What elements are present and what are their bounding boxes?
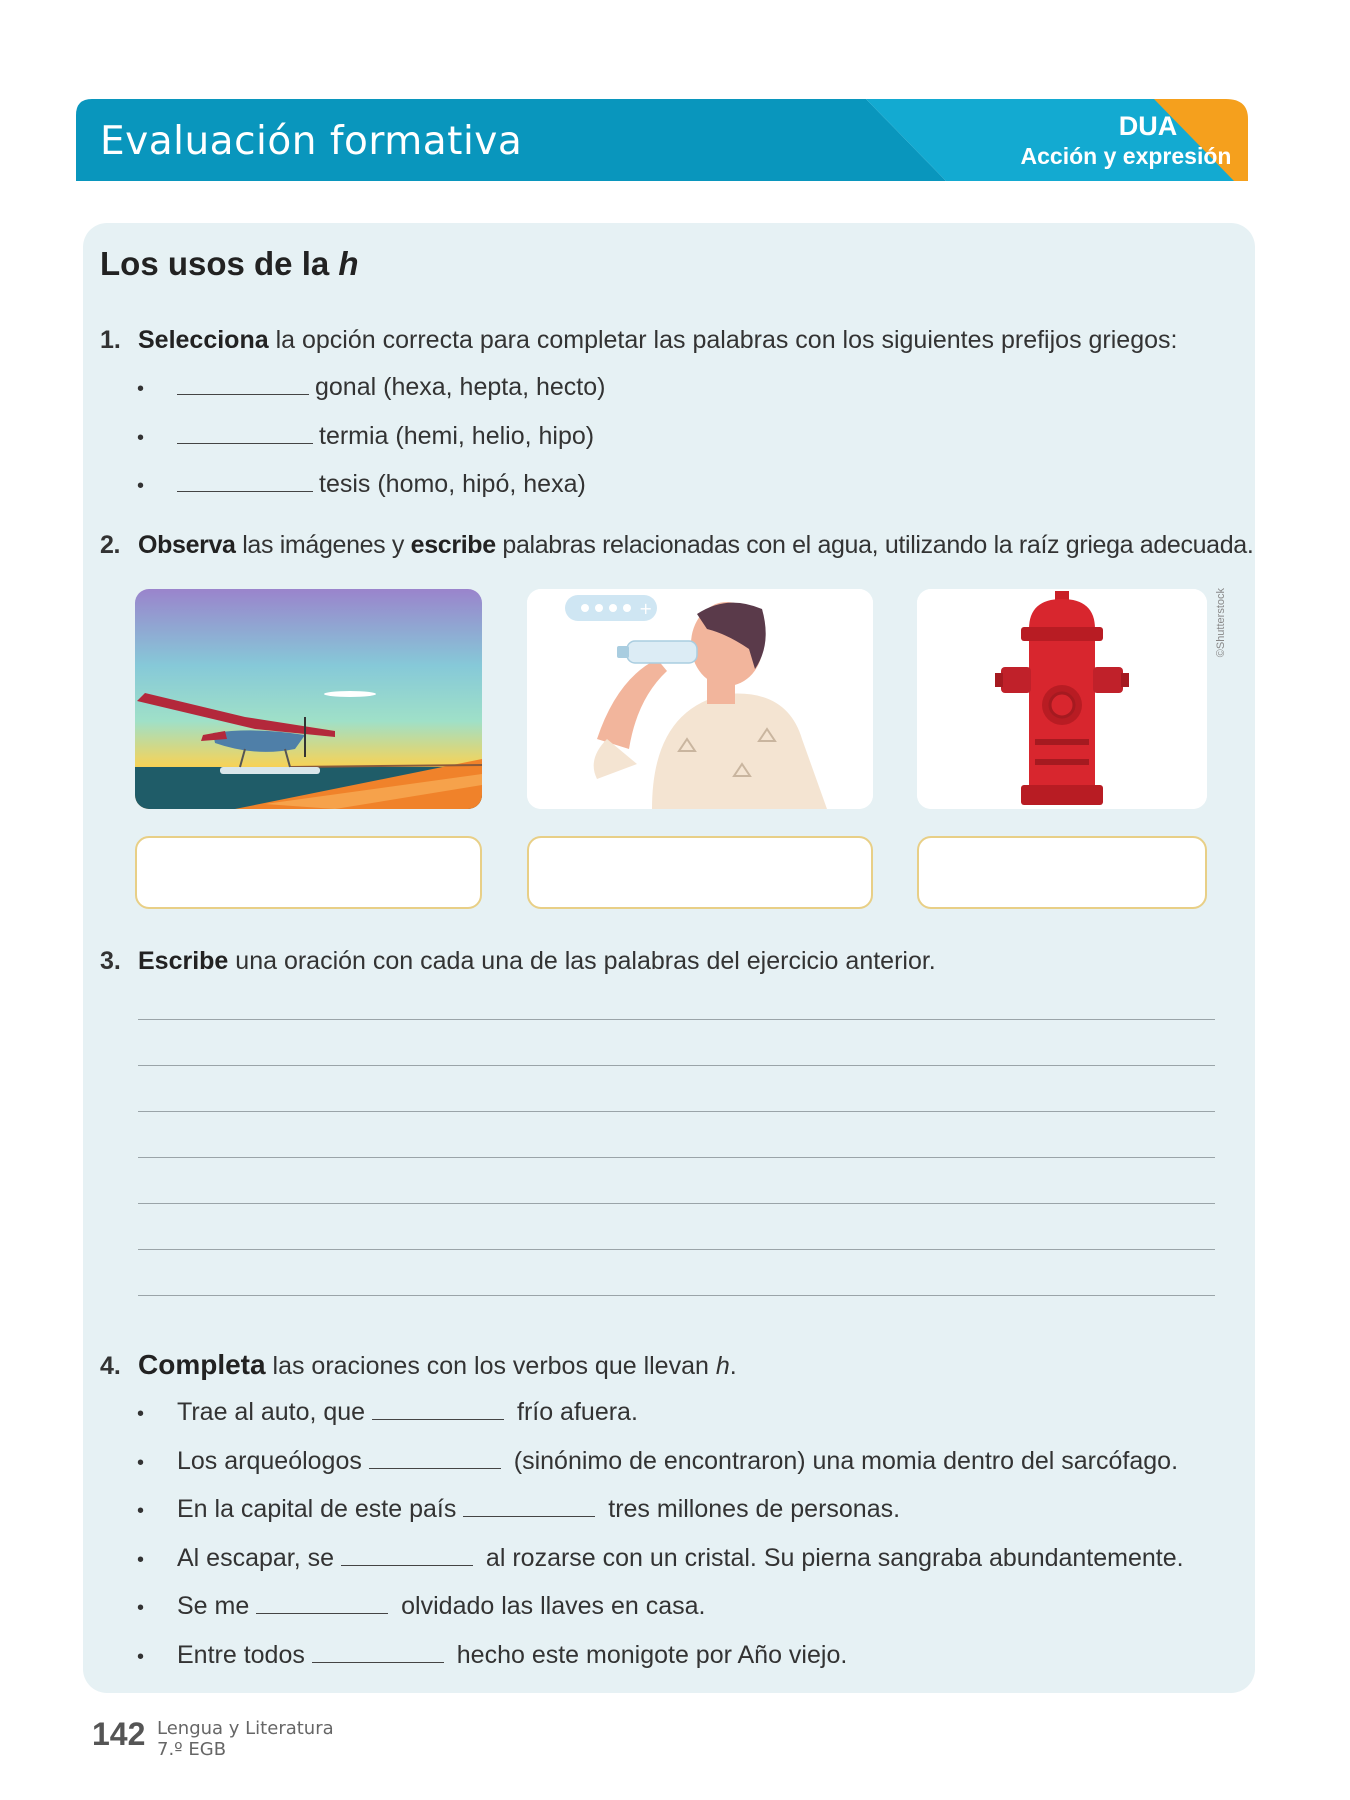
footer-subject: Lengua y Literatura — [157, 1718, 334, 1739]
question-verb: Selecciona — [138, 326, 269, 354]
list-item: • En la capital de este país tres millones de personas. — [137, 1495, 901, 1523]
answer-box-1[interactable] — [135, 836, 482, 909]
dua-subtitle: Acción y expresión — [1020, 143, 1232, 169]
list-item: • Los arqueólogos (sinónimo de encontraron) una momia dentro del sarcófago. — [137, 1447, 1179, 1475]
page-title: Evaluación formativa — [100, 119, 523, 164]
fire-hydrant-icon — [917, 589, 1207, 809]
writing-line[interactable] — [138, 1065, 1215, 1066]
answer-box-2[interactable] — [527, 836, 873, 909]
question-4: 4. Completa las oraciones con los verbos que llevan h. — [100, 1349, 737, 1380]
question-2: 2. Observa las imágenes y escribe palabras relacionadas con el agua, utilizando la raíz griega adecuada. — [100, 531, 1254, 559]
drinking-image — [527, 589, 873, 809]
section-title-italic: h — [338, 245, 359, 282]
list-item: • Entre todos hecho este monigote por Año viejo. — [137, 1641, 848, 1669]
image-credit: ©Shutterstock — [1215, 588, 1227, 658]
question-number: 2. — [100, 531, 121, 559]
list-item: • gonal (hexa, hepta, hecto) — [137, 373, 606, 401]
dua-label: DUA — [1118, 111, 1178, 141]
answer-box-3[interactable] — [917, 836, 1207, 909]
question-text: la opción correcta para completar las palabras con los siguientes prefijos griegos: — [268, 326, 1178, 354]
writing-line[interactable] — [138, 1111, 1215, 1112]
blank-field[interactable] — [463, 1516, 595, 1517]
blank-field[interactable] — [256, 1613, 388, 1614]
list-item: • Se me olvidado las llaves en casa. — [137, 1592, 706, 1620]
blank-field[interactable] — [177, 491, 313, 492]
question-3 — [100, 947, 936, 976]
section-title: Los usos de la h — [100, 245, 359, 282]
seaplane-icon — [135, 589, 482, 809]
hydrant-image — [917, 589, 1207, 809]
list-item: • Trae al auto, que frío afuera. — [137, 1398, 638, 1426]
question-number: 4. — [100, 1352, 121, 1380]
writing-line[interactable] — [138, 1249, 1215, 1250]
question-verb: escribe — [410, 531, 496, 559]
question-text: una oración con cada una de las palabras del ejercicio anterior. — [228, 947, 936, 975]
question-verb: Completa — [138, 1349, 266, 1380]
footer-grade: 7.º EGB — [157, 1739, 227, 1760]
question-1 — [100, 326, 1177, 355]
header-banner — [76, 99, 1248, 181]
blank-field[interactable] — [369, 1468, 501, 1469]
question-number: 1. — [100, 326, 121, 354]
question-verb: Observa — [138, 531, 236, 559]
writing-line[interactable] — [138, 1203, 1215, 1204]
svg-text:+: + — [639, 599, 653, 618]
writing-line[interactable] — [138, 1295, 1215, 1296]
person-drinking-icon — [527, 589, 873, 809]
question-text: palabras relacionadas con el agua, utilizando la raíz griega adecuada. — [495, 531, 1254, 559]
blank-field[interactable] — [177, 443, 313, 444]
question-verb: Escribe — [138, 947, 229, 975]
blank-field[interactable] — [372, 1419, 504, 1420]
question-text: las oraciones con los verbos que llevan — [265, 1352, 716, 1380]
writing-line[interactable] — [138, 1019, 1215, 1020]
page-number: 142 — [92, 1716, 146, 1752]
question-number: 3. — [100, 947, 121, 975]
writing-line[interactable] — [138, 1157, 1215, 1158]
blank-field[interactable] — [341, 1565, 473, 1566]
list-item: • tesis (homo, hipó, hexa) — [137, 470, 586, 498]
list-item: • termia (hemi, helio, hipo) — [137, 422, 595, 450]
seaplane-image — [135, 589, 482, 809]
blank-field[interactable] — [177, 394, 309, 395]
list-item: • Al escapar, se al rozarse con un cristal. Su pierna sangraba abundantemente. — [137, 1544, 1184, 1572]
blank-field[interactable] — [312, 1662, 444, 1663]
